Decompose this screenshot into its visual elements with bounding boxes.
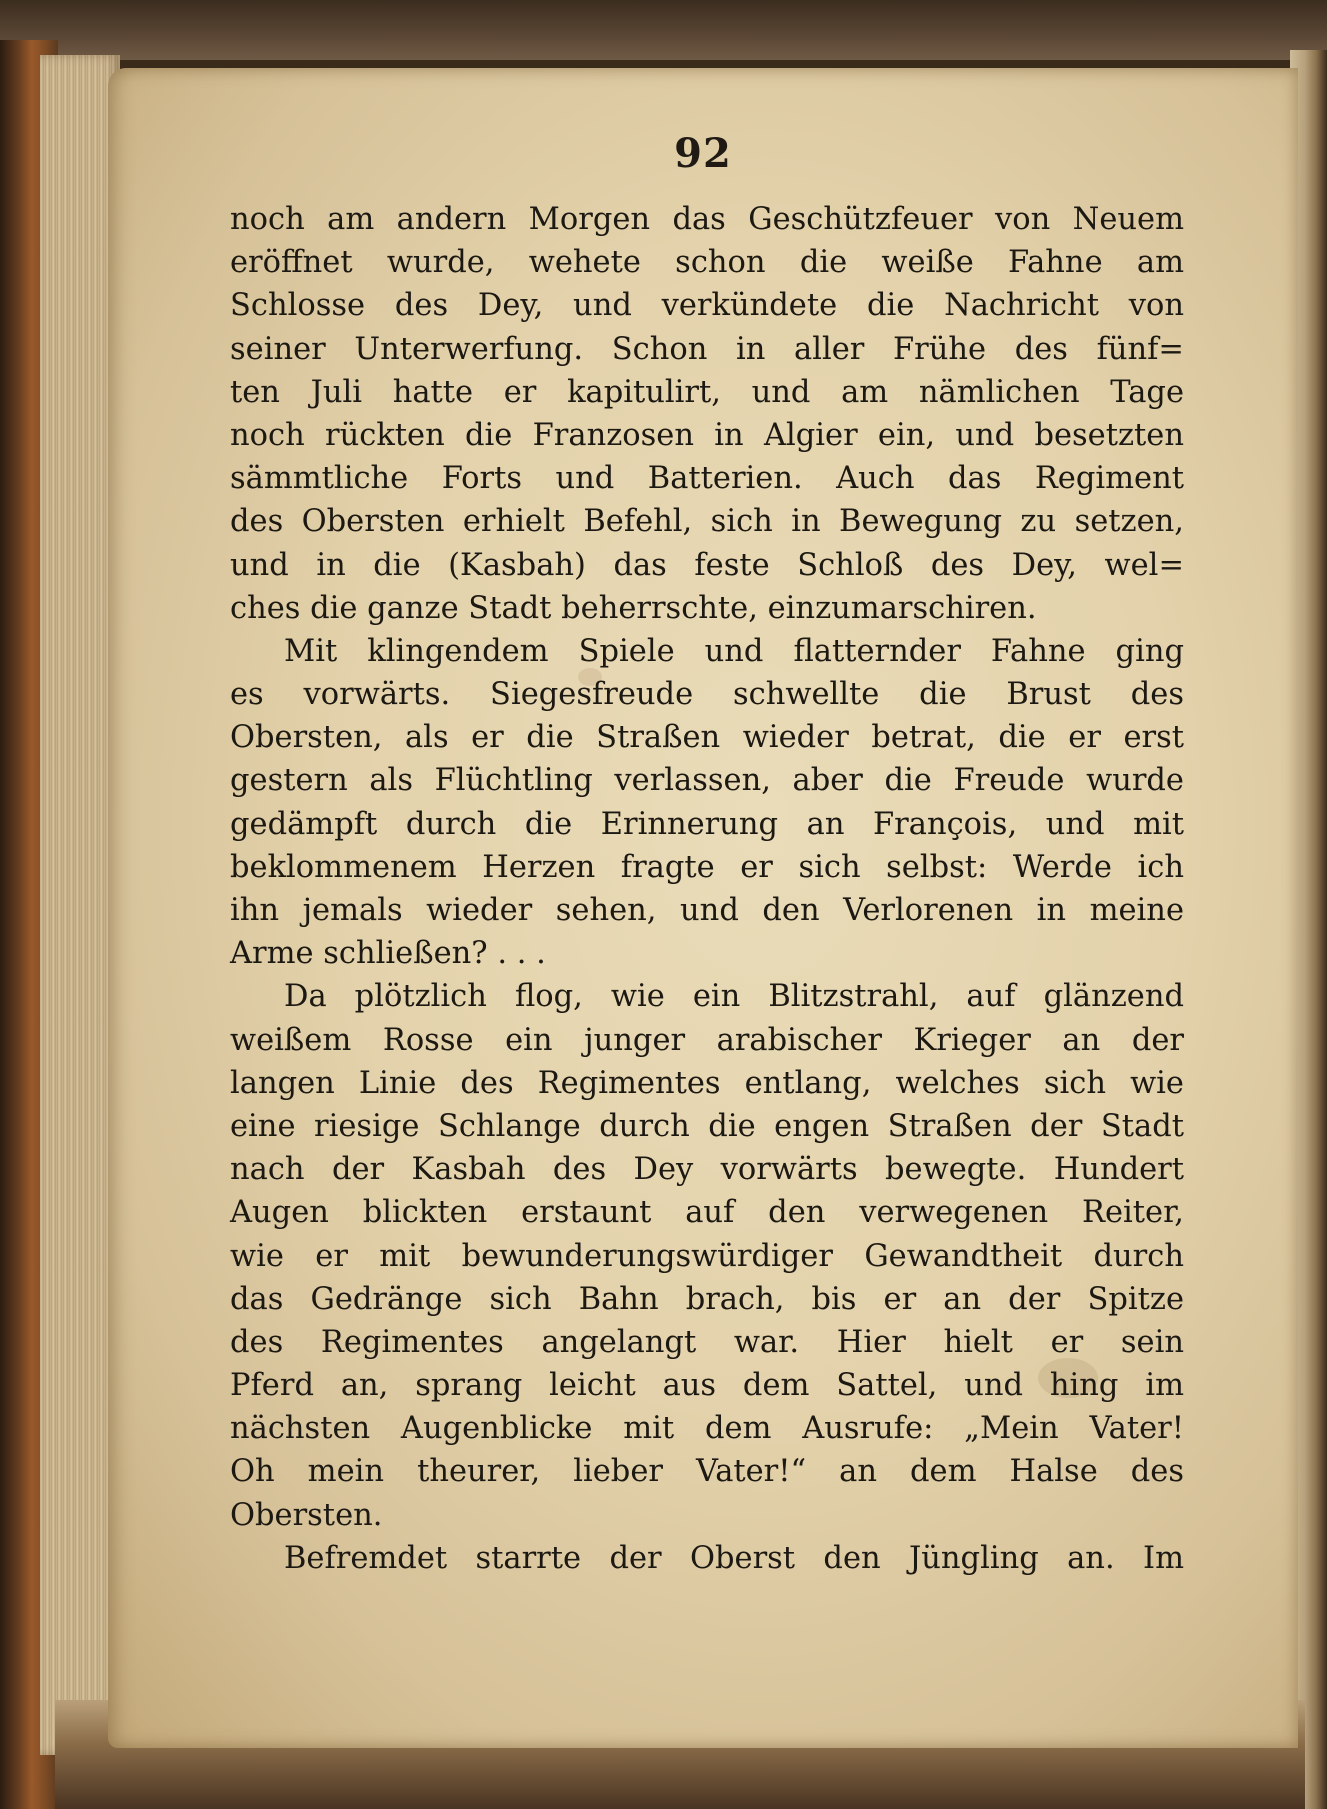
text-line: Obersten. <box>230 1497 383 1533</box>
text-line: Da plötzlich flog, wie ein Blitzstrahl, auf glänzend <box>284 979 1184 1015</box>
text-line: Arme schließen? . . . <box>230 936 546 972</box>
text-line: Oh mein theurer, lieber Vater!“ an dem Halse des <box>230 1454 1184 1490</box>
text-line: Befremdet starrte der Oberst den Jüngling an. Im <box>284 1540 1184 1576</box>
text-line: noch rückten die Franzosen in Algier ein, und besetzten <box>230 417 1184 453</box>
text-line: gedämpft durch die Erinnerung an François, und mit <box>230 806 1184 842</box>
text-line: nächsten Augenblicke mit dem Ausrufe: „Mein Vater! <box>230 1411 1184 1447</box>
text-line: Schlosse des Dey, und verkündete die Nachricht von <box>230 288 1184 324</box>
page-text <box>230 198 1184 1580</box>
text-line: noch am andern Morgen das Geschützfeuer von Neuem <box>230 202 1184 237</box>
book-cover-top-edge <box>0 0 1327 60</box>
text-line: es vorwärts. Siegesfreude schwellte die Brust des <box>230 677 1184 713</box>
text-line: wie er mit bewunderungswürdiger Gewandtheit durch <box>230 1238 1184 1274</box>
text-line: weißem Rosse ein junger arabischer Krieger an der <box>230 1022 1184 1058</box>
text-line: des Obersten erhielt Befehl, sich in Bewegung zu setzen, <box>230 504 1184 540</box>
text-line: Augen blickten erstaunt auf den verwegenen Reiter, <box>230 1195 1184 1231</box>
text-line: eine riesige Schlange durch die engen Straßen der Stadt <box>230 1108 1184 1144</box>
text-line: ihn jemals wieder sehen, und den Verlorenen in meine <box>230 893 1184 928</box>
text-line: langen Linie des Regimentes entlang, welches sich wie <box>230 1065 1184 1101</box>
text-line: und in die (Kasbah) das feste Schloß des Dey, wel= <box>230 547 1184 583</box>
text-line: nach der Kasbah des Dey vorwärts bewegte. Hundert <box>230 1152 1184 1188</box>
text-line: sämmtliche Forts und Batterien. Auch das Regiment <box>230 461 1184 497</box>
text-line: ches die ganze Stadt beherrschte, einzumarschiren. <box>230 590 1037 626</box>
text-line: seiner Unterwerfung. Schon in aller Frühe des fünf= <box>230 331 1184 367</box>
text-line: Obersten, als er die Straßen wieder betrat, die er erst <box>230 720 1184 756</box>
text-line: gestern als Flüchtling verlassen, aber die Freude wurde <box>230 763 1184 799</box>
text-line: des Regimentes angelangt war. Hier hielt er sein <box>230 1324 1184 1360</box>
book-page <box>108 68 1298 1748</box>
text-line: ten Juli hatte er kapitulirt, und am nämlichen Tage <box>230 374 1184 410</box>
text-line: eröffnet wurde, wehete schon die weiße Fahne am <box>230 245 1184 281</box>
text-line: Mit klingendem Spiele und flatternder Fahne ging <box>284 633 1184 669</box>
text-line: beklommenem Herzen fragte er sich selbst: Werde ich <box>230 849 1184 885</box>
page-number: 92 <box>674 130 732 177</box>
text-line: Pferd an, sprang leicht aus dem Sattel, und hing im <box>230 1368 1184 1404</box>
text-line: das Gedränge sich Bahn brach, bis er an der Spitze <box>230 1281 1184 1317</box>
